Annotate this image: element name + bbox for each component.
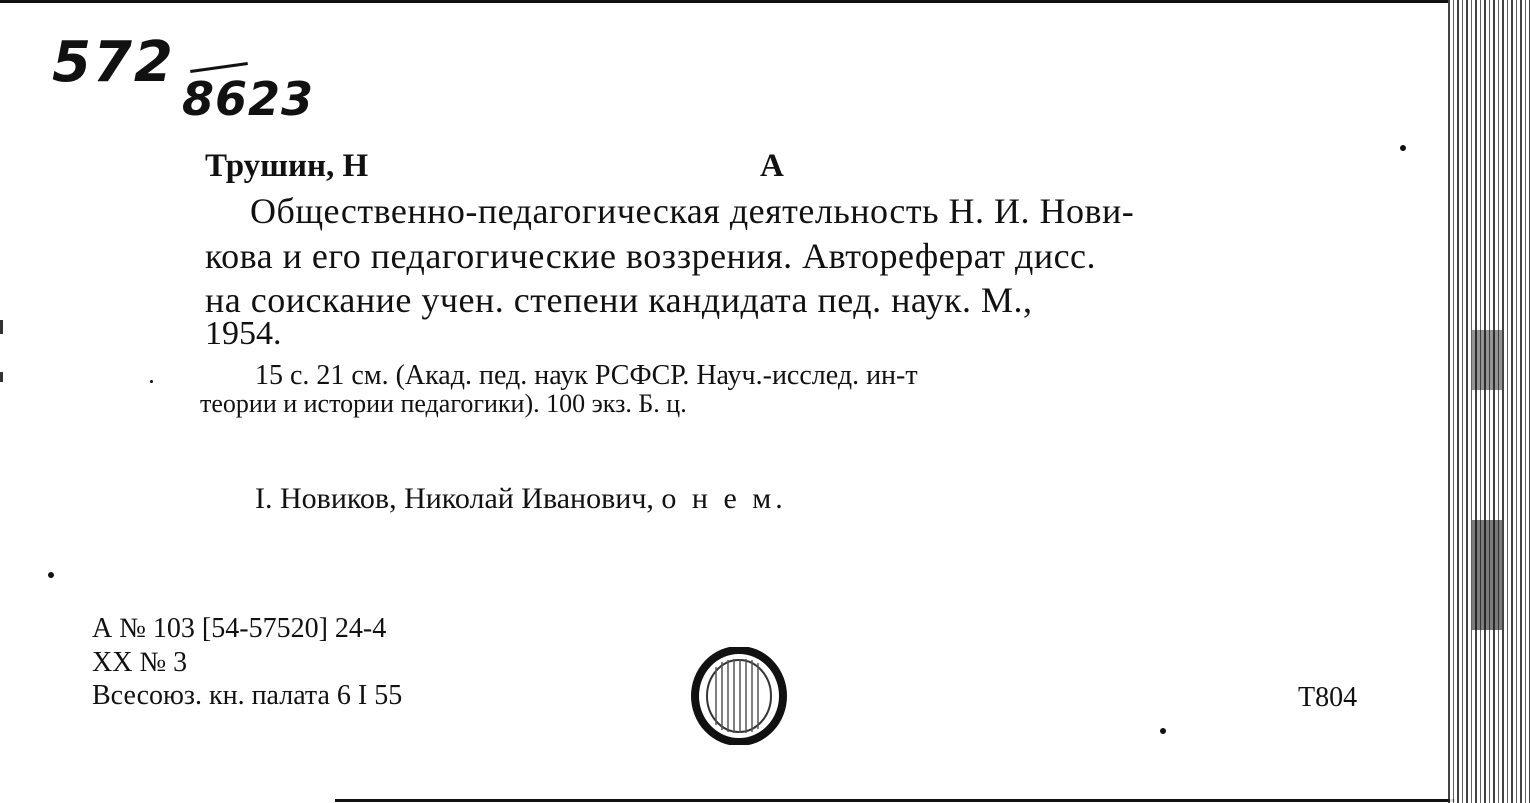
title-line: кова и его педагогические воззрения. Автореферат дисс. [205, 236, 1097, 276]
card-top-border [0, 0, 1448, 3]
punch-hole-stamp [690, 647, 788, 745]
card-bottom-border [335, 799, 1455, 802]
scanned-edge-strip [1448, 0, 1530, 803]
subject-entry [255, 482, 787, 516]
subject-entry-suffix: о н е м. [661, 482, 787, 515]
ink-speck [48, 572, 54, 578]
registry-series: XX № 3 [92, 647, 188, 678]
scanned-edge-shadow [1472, 520, 1502, 630]
scan-mark [0, 372, 3, 382]
publication-year: 1954. [205, 315, 282, 352]
author-initial: А [760, 148, 784, 184]
scan-mark [0, 320, 3, 334]
ink-speck [1400, 145, 1406, 151]
subject-entry-text: I. Новиков, Николай Иванович, [255, 482, 662, 515]
handwritten-call-number: 572 [52, 30, 175, 95]
ink-speck [150, 380, 153, 383]
collation-line: теории и истории педагогики). 100 экз. Б. ц. [200, 389, 687, 418]
title-line: на соискание учен. степени кандидата пед. наук. М., [205, 280, 1033, 320]
handwritten-call-subnumber: 8623 [182, 72, 315, 126]
scanned-edge-shadow [1472, 330, 1502, 390]
ink-speck [1160, 728, 1166, 734]
registry-chamber: Всесоюз. кн. палата 6 I 55 [92, 680, 403, 711]
author-heading: Трушин, Н [205, 148, 369, 184]
registry-number: А № 103 [54-57520] 24-4 [92, 613, 387, 644]
card-code: Т804 [1298, 682, 1358, 713]
title-line: Общественно-педагогическая деятельность Н. И. Нови- [250, 191, 1135, 231]
collation-line: 15 с. 21 см. (Акад. пед. наук РСФСР. Науч.-исслед. ин-т [255, 360, 918, 391]
